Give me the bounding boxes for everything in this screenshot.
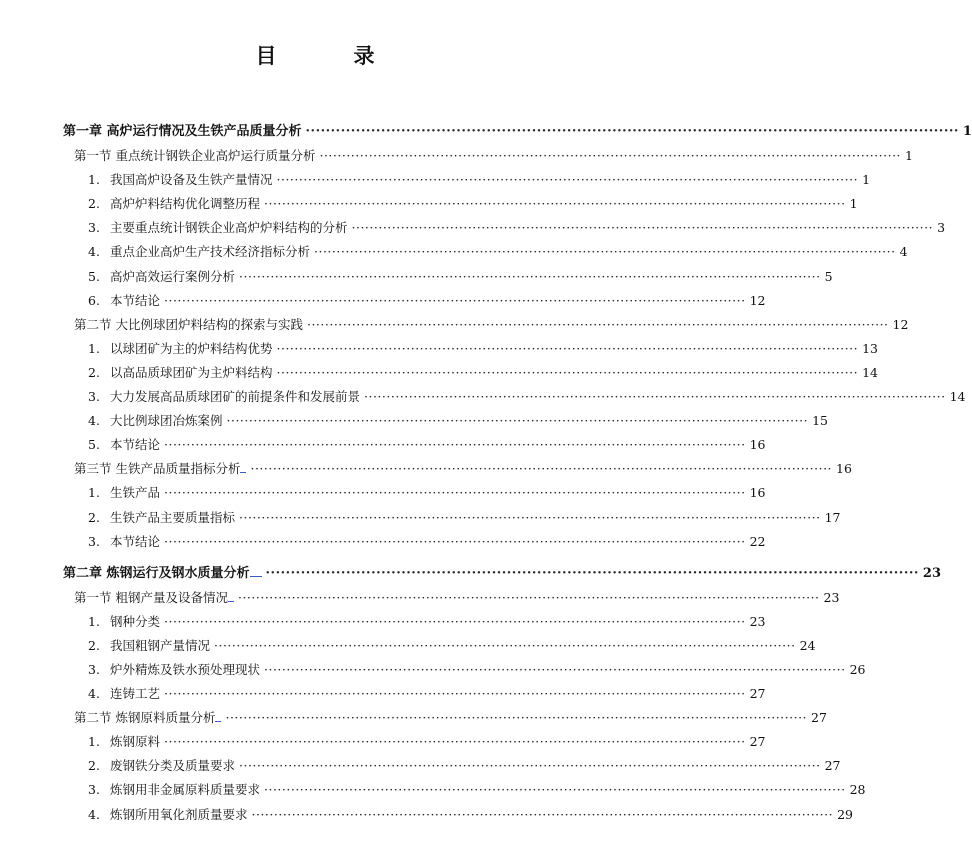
- toc-entry-number: 4.: [88, 413, 100, 429]
- toc-entry-item[interactable]: [0, 212, 946, 236]
- toc-entry-label: [88, 437, 160, 453]
- toc-entry-number: 5.: [88, 268, 100, 284]
- toc-page-number: 15: [812, 413, 828, 429]
- toc-entry-number: 5.: [88, 437, 100, 453]
- toc-entry-label: [88, 758, 235, 774]
- toc-entry-item[interactable]: [0, 798, 853, 822]
- toc-entry-label: [88, 614, 160, 630]
- toc-entry-text: 炼钢用非金属原料质量要求: [110, 782, 261, 798]
- toc-leader-dots: ··································································································································: [314, 244, 896, 260]
- toc-entry-number: 2.: [88, 509, 100, 525]
- toc-entry-chapter[interactable]: [0, 554, 941, 582]
- toc-entry-label: [88, 734, 160, 750]
- toc-page-number: 1: [849, 196, 858, 212]
- toc-entry-item[interactable]: [0, 381, 966, 405]
- toc-entry-text: 本节结论: [110, 533, 161, 549]
- toc-entry-section[interactable]: [0, 140, 913, 164]
- toc-leader-dots: ··································································································································: [214, 637, 796, 653]
- toc-entry-chapter[interactable]: [0, 112, 972, 140]
- toc-entry-label: [74, 460, 246, 477]
- toc-entry-number: 4.: [88, 686, 100, 702]
- edit-mark-underline: [250, 564, 262, 577]
- toc-entry-number: 3.: [88, 782, 100, 798]
- toc-page-number: 23: [823, 589, 840, 605]
- toc-page-number: 5: [824, 268, 833, 284]
- toc-entry-text: 以球团矿为主的炉料结构优势: [110, 340, 273, 356]
- toc-page-number: 1: [905, 148, 913, 164]
- toc-entry-label: [88, 485, 160, 501]
- toc-leader-dots: ··································································································································: [164, 437, 746, 453]
- toc-entry-text: 炉外精炼及铁水预处理现状: [110, 661, 261, 677]
- toc-entry-item[interactable]: [0, 285, 766, 309]
- toc-entry-item[interactable]: [0, 654, 866, 678]
- toc-entry-label: [74, 148, 315, 164]
- toc-page-number: 14: [949, 389, 966, 405]
- edit-mark-underline: [228, 589, 234, 602]
- toc-page-number: 28: [849, 782, 866, 798]
- toc-leader-dots: ··································································································································: [251, 806, 834, 822]
- toc-entry-text: 重点企业高炉生产技术经济指标分析: [110, 244, 311, 260]
- toc-entry-item[interactable]: [0, 606, 766, 630]
- toc-leader-dots: ··································································································································: [164, 533, 746, 549]
- toc-leader-dots: ··································································································································: [264, 661, 846, 677]
- toc-entry-label: [88, 534, 160, 550]
- toc-entry-text: 第三节 生铁产品质量指标分析: [74, 461, 241, 477]
- toc-entry-item[interactable]: [0, 774, 866, 798]
- toc-entry-text: 我国粗钢产量情况: [110, 637, 211, 653]
- toc-leader-dots: ··································································································································: [250, 461, 833, 477]
- toc-entry-label: [88, 807, 248, 823]
- toc-entry-item[interactable]: [0, 526, 766, 550]
- toc-entry-item[interactable]: [0, 236, 908, 260]
- toc-leader-dots: ··································································································································: [276, 340, 859, 356]
- toc-page-number: 16: [749, 437, 766, 453]
- toc-page-number: 14: [862, 364, 878, 380]
- toc-entry-number: 1.: [88, 485, 100, 501]
- toc-entry-text: 大力发展高品质球团矿的前提条件和发展前景: [110, 389, 361, 405]
- toc-entry-number: 3.: [88, 533, 100, 549]
- toc-entry-item[interactable]: [0, 260, 833, 284]
- toc-entry-number: 1.: [88, 734, 100, 750]
- toc-entry-label: [74, 589, 234, 606]
- toc-entry-text: 连铸工艺: [110, 686, 161, 702]
- toc-page-number: 13: [862, 340, 878, 356]
- toc-entry-text: 炼钢所用氧化剂质量要求: [110, 806, 248, 822]
- toc-leader-dots: ··································································································································: [239, 509, 821, 525]
- toc-entry-text: 炼钢原料: [110, 734, 161, 750]
- toc-leader-dots: ··································································································································: [276, 364, 859, 380]
- toc-entry-text: 生铁产品主要质量指标: [110, 509, 236, 525]
- toc-entry-item[interactable]: [0, 405, 828, 429]
- toc-entry-number: 4.: [88, 806, 100, 822]
- toc-entry-label: [88, 172, 273, 188]
- toc-entry-item[interactable]: [0, 477, 766, 501]
- toc-entry-label: [88, 293, 160, 309]
- toc-entry-item[interactable]: [0, 678, 766, 702]
- toc-entry-text: 钢种分类: [110, 613, 161, 629]
- toc-entry-label: [88, 341, 273, 357]
- toc-page-number: 3: [937, 220, 946, 236]
- toc-entry-number: 3.: [88, 220, 100, 236]
- toc-leader-dots: ··································································································································: [226, 413, 809, 429]
- toc-entry-section[interactable]: [0, 309, 909, 333]
- toc-entry-number: 1.: [88, 613, 100, 629]
- toc-entry-section[interactable]: [0, 702, 827, 726]
- toc-page-number: 27: [749, 734, 766, 750]
- toc-entry-number: 3.: [88, 661, 100, 677]
- toc-entry-text: 第二章 炼钢运行及钢水质量分析: [63, 565, 250, 581]
- toc-entry-text: 我国高炉设备及生铁产量情况: [110, 172, 273, 188]
- toc-entry-text: 第一节 重点统计钢铁企业高炉运行质量分析: [74, 148, 316, 164]
- toc-entry-section[interactable]: [0, 582, 840, 606]
- toc-entry-number: 2.: [88, 637, 100, 653]
- toc-page-number: 1: [862, 172, 871, 188]
- toc-entry-label: [88, 269, 235, 285]
- toc-entry-number: 2.: [88, 364, 100, 380]
- toc-leader-dots: ··································································································································: [237, 589, 820, 605]
- toc-entry-text: 第一节 粗钢产量及设备情况: [74, 589, 228, 605]
- toc-entry-text: 以高品质球团矿为主炉料结构: [110, 364, 273, 380]
- toc-page-number: 22: [749, 533, 766, 549]
- toc-entry-item[interactable]: [0, 630, 816, 654]
- toc-entry-number: 1.: [88, 172, 100, 188]
- toc-entry-text: 第二节 炼钢原料质量分析: [74, 710, 216, 726]
- toc-entry-number: 3.: [88, 389, 100, 405]
- toc-page-number: 23: [749, 613, 766, 629]
- toc-entry-item[interactable]: [0, 726, 766, 750]
- toc-leader-dots: ··································································································································: [239, 758, 821, 774]
- toc-entry-item[interactable]: [0, 188, 858, 212]
- toc-page-number: 4: [899, 244, 908, 260]
- toc-leader-dots: ··································································································································: [164, 734, 746, 750]
- toc-leader-dots: ··································································································································: [264, 782, 846, 798]
- toc-entry-text: 高炉炉料结构优化调整历程: [110, 196, 261, 212]
- toc-leader-dots: ··································································································································: [305, 124, 959, 139]
- toc-entry-label: [74, 317, 303, 333]
- toc-entry-text: 主要重点统计钢铁企业高炉炉料结构的分析: [110, 220, 348, 236]
- toc-entry-label: [88, 365, 273, 381]
- toc-entry-number: 2.: [88, 758, 100, 774]
- toc-leader-dots: ··································································································································: [164, 686, 746, 702]
- toc-page-number: 23: [922, 565, 941, 581]
- toc-entry-number: 1.: [88, 340, 100, 356]
- toc-page-number: 1: [962, 124, 972, 139]
- toc-page-number: 16: [749, 485, 766, 501]
- toc-page-number: 27: [749, 686, 766, 702]
- toc-entry-text: 第一章 高炉运行情况及生铁产品质量分析: [63, 124, 302, 139]
- toc-entry-number: 2.: [88, 196, 100, 212]
- toc-entry-label: [88, 196, 260, 212]
- page-title: 目 录: [255, 44, 403, 68]
- toc-entry-label: [88, 510, 235, 526]
- toc-page-number: 12: [892, 316, 909, 332]
- toc-leader-dots: ··································································································································: [239, 268, 821, 284]
- toc-leader-dots: ··································································································································: [164, 292, 746, 308]
- toc-leader-dots: ··································································································································: [264, 196, 846, 212]
- toc-entry-text: 大比例球团冶炼案例: [110, 413, 223, 429]
- toc-entry-label: [88, 782, 260, 798]
- toc-entry-number: 6.: [88, 292, 100, 308]
- toc-page-number: 17: [824, 509, 841, 525]
- toc-entry-number: 4.: [88, 244, 100, 260]
- toc-entry-item[interactable]: [0, 333, 878, 357]
- toc-leader-dots: ··································································································································: [364, 389, 946, 405]
- toc-entry-label: [88, 638, 210, 654]
- toc-entry-label: [63, 564, 262, 582]
- toc-entry-label: [74, 709, 221, 726]
- toc-leader-dots: ··································································································································: [265, 565, 919, 581]
- toc-leader-dots: ··································································································································: [319, 148, 902, 164]
- toc-entry-text: 生铁产品: [110, 485, 161, 501]
- toc-entry-label: [88, 220, 348, 236]
- edit-mark-underline: [240, 460, 246, 473]
- toc-page-number: 16: [836, 461, 852, 477]
- toc-entry-item[interactable]: [0, 429, 766, 453]
- toc-entry-text: 废钢铁分类及质量要求: [110, 758, 236, 774]
- toc-page-number: 26: [849, 661, 866, 677]
- toc-leader-dots: ··································································································································: [276, 172, 859, 188]
- toc-entry-item[interactable]: [0, 750, 841, 774]
- toc-entry-section[interactable]: [0, 453, 852, 477]
- toc-entry-item[interactable]: [0, 501, 841, 525]
- toc-page-number: 27: [811, 710, 827, 726]
- toc-entry-item[interactable]: [0, 164, 871, 188]
- toc-page-number: 27: [824, 758, 841, 774]
- table-of-contents: [0, 112, 972, 823]
- toc-leader-dots: ··································································································································: [351, 220, 934, 236]
- toc-page-number: 12: [749, 292, 766, 308]
- toc-leader-dots: ··································································································································: [306, 316, 889, 332]
- toc-entry-label: [88, 244, 310, 260]
- toc-entry-text: 本节结论: [110, 437, 161, 453]
- toc-entry-label: [88, 686, 160, 702]
- toc-entry-text: 本节结论: [110, 292, 161, 308]
- toc-entry-label: [88, 389, 360, 405]
- toc-page-number: 29: [837, 806, 853, 822]
- toc-entry-text: 高炉高效运行案例分析: [110, 268, 236, 284]
- toc-entry-label: [88, 662, 260, 678]
- toc-entry-label: [88, 413, 223, 429]
- toc-leader-dots: ··································································································································: [164, 613, 746, 629]
- toc-entry-text: 第二节 大比例球团炉料结构的探索与实践: [74, 316, 303, 332]
- toc-leader-dots: ··································································································································: [225, 710, 808, 726]
- toc-entry-label: [63, 124, 302, 140]
- edit-mark-underline: [215, 709, 221, 722]
- toc-page-number: 24: [799, 637, 816, 653]
- toc-leader-dots: ··································································································································: [164, 485, 746, 501]
- toc-entry-item[interactable]: [0, 357, 878, 381]
